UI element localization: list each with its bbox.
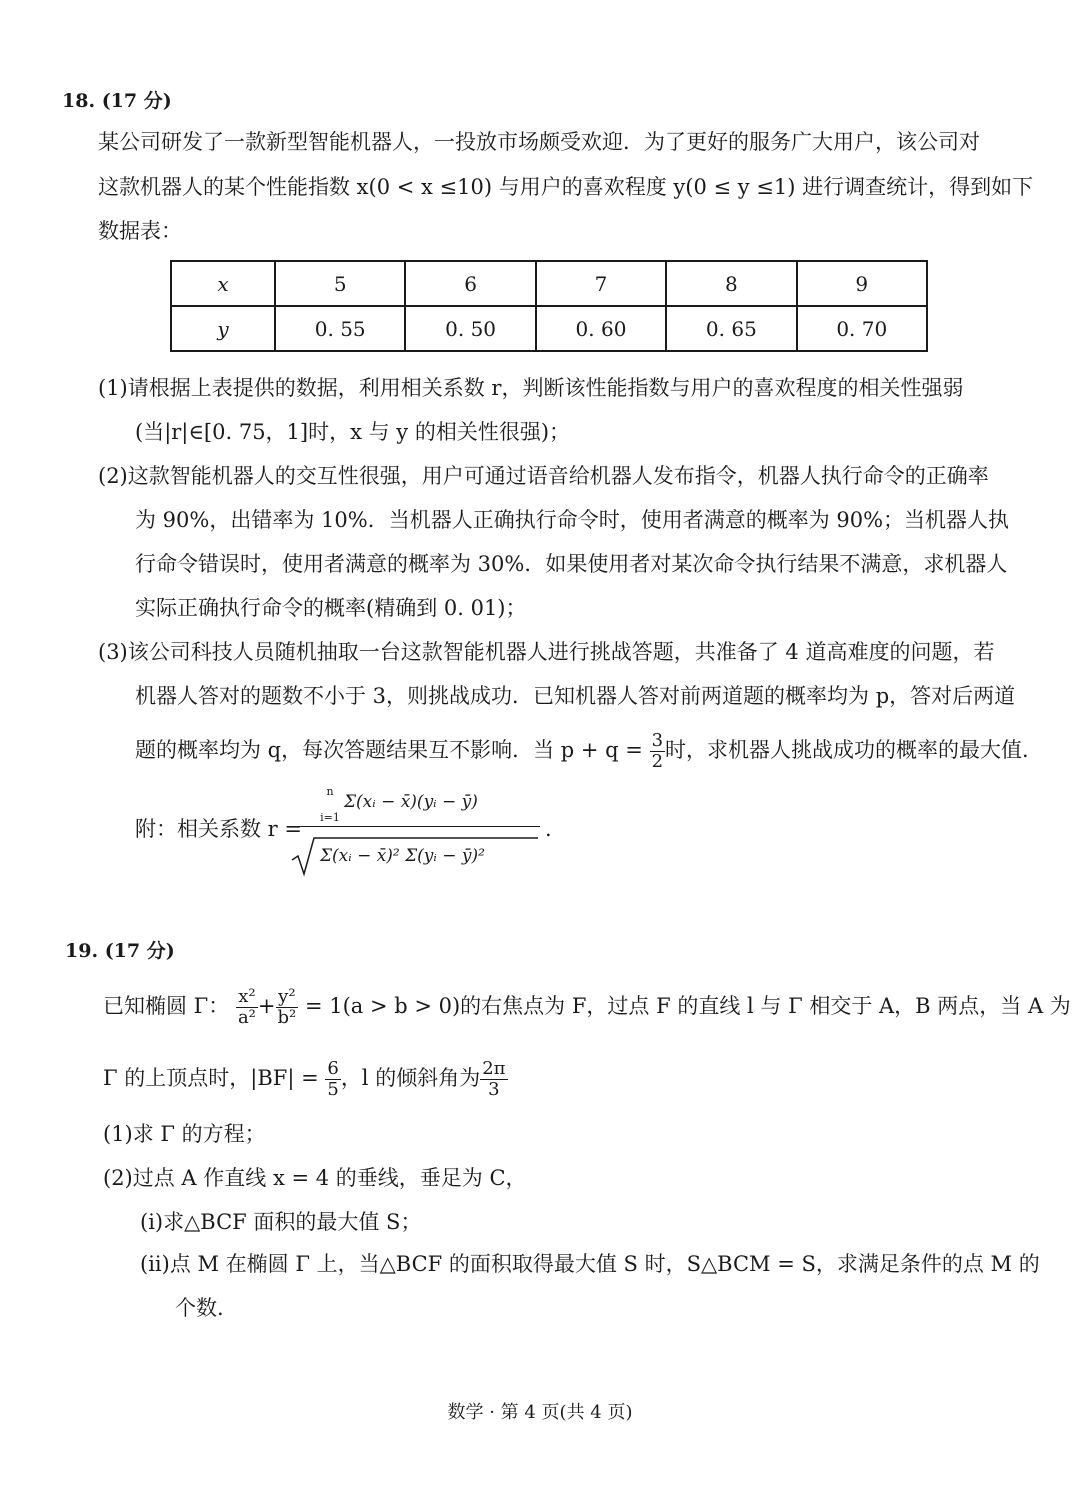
fraction-denominator: 3 <box>488 1079 500 1100</box>
q18-points: (17 分) <box>101 90 172 112</box>
q19-points: (17 分) <box>104 940 175 962</box>
fraction-denominator: 5 <box>327 1079 339 1100</box>
table-cell: 0. 60 <box>536 306 666 351</box>
q18-part3-line2: 机器人答对的题数不小于 3，则挑战成功．已知机器人答对前两道题的概率均为 p，答对后两道 <box>135 684 1016 708</box>
fraction-six-fifths <box>325 1059 340 1100</box>
plus-sign: + <box>257 994 276 1018</box>
q19-line2 <box>103 1050 508 1106</box>
q19-line2-text-b: ，l 的倾斜角为 <box>340 1066 481 1090</box>
fraction-bar <box>290 826 540 827</box>
table-cell: 8 <box>666 261 796 306</box>
q18-part3-text-a: 题的概率均为 q，每次答题结果互不影响．当 p + q = <box>135 738 643 762</box>
fraction-numerator: 2π <box>482 1058 506 1079</box>
page-footer: 数学 · 第 4 页(共 4 页) <box>447 1402 633 1423</box>
table-cell: 0. 55 <box>275 306 405 351</box>
q18-part3-text-b: 时，求机器人挑战成功的概率的最大值． <box>665 738 1044 762</box>
formula-numerator: Σ(xᵢ − x̄)(yᵢ − ȳ) <box>344 792 478 812</box>
q18-part2-line1: (2)这款智能机器人的交互性很强，用户可通过语音给机器人发布指令，机器人执行命令的正确率 <box>98 464 989 488</box>
fraction-numerator: 3 <box>651 730 664 751</box>
fraction-two-pi-thirds <box>480 1059 507 1100</box>
q19-line1-text-a: 已知椭圆 Γ： <box>103 994 230 1018</box>
correlation-formula <box>290 786 540 878</box>
fraction-three-halves <box>650 731 665 772</box>
q18-part2-line2: 为 90%，出错率为 10%．当机器人正确执行命令时，使用者满意的概率为 90%；当机器人执 <box>135 508 1010 532</box>
q19-part2-ii-line1: (ii)点 M 在椭圆 Γ 上，当△BCF 的面积取得最大值 S 时，S△BCM = S，求满足条件的点 M 的 <box>140 1252 1040 1276</box>
q19-line1 <box>103 978 1071 1034</box>
q18-part1-line2: (当|r|∈[0. 75，1]时，x 与 y 的相关性很强)； <box>135 420 571 444</box>
formula-denominator: Σ(xᵢ − x̄)² Σ(yᵢ − ȳ)² <box>320 846 485 866</box>
table-cell: 0. 50 <box>405 306 535 351</box>
q18-part3-line1: (3)该公司科技人员随机抽取一台这款智能机器人进行挑战答题，共准备了 4 道高难度的问题，若 <box>98 640 995 664</box>
q19-part2: (2)过点 A 作直线 x = 4 的垂线，垂足为 C， <box>103 1166 527 1190</box>
sum-upper: n <box>326 785 334 798</box>
q18-intro-line3: 数据表： <box>98 219 182 243</box>
table-cell: 9 <box>797 261 927 306</box>
q18-header <box>62 86 172 113</box>
table-cell: 5 <box>275 261 405 306</box>
table-row-x <box>171 261 927 306</box>
fraction-x-squared <box>236 987 258 1028</box>
q18-part2-line3: 行命令错误时，使用者满意的概率为 30%．如果使用者对某次命令执行结果不满意，求机器人 <box>135 552 1008 576</box>
table-header-x: x <box>171 261 275 306</box>
fraction-denominator: 2 <box>651 751 664 772</box>
table-row-y <box>171 306 927 351</box>
formula-period: . <box>545 817 552 841</box>
q18-data-table <box>170 260 928 352</box>
q19-line2-text-a: Γ 的上顶点时，|BF| = <box>103 1066 319 1090</box>
q18-part1-line1: (1)请根据上表提供的数据，利用相关系数 r，判断该性能指数与用户的喜欢程度的相关性强弱 <box>98 376 964 400</box>
q19-number: 19. <box>65 940 99 962</box>
q18-part2-line4: 实际正确执行命令的概率(精确到 0. 01)； <box>135 596 527 620</box>
q19-part2-i: (i)求△BCF 面积的最大值 S； <box>140 1210 422 1234</box>
table-cell: 6 <box>405 261 535 306</box>
sum-lower: i=1 <box>320 811 340 824</box>
fraction-numerator: 6 <box>327 1058 339 1079</box>
q18-number: 18. <box>62 90 96 112</box>
table-cell: 0. 65 <box>666 306 796 351</box>
table-header-y: y <box>171 306 275 351</box>
fraction-numerator: y² <box>276 987 299 1008</box>
q18-appendix-label: 附：相关系数 r = <box>135 817 302 841</box>
fraction-denominator: b² <box>277 1007 297 1028</box>
q19-header <box>65 936 175 963</box>
fraction-numerator: x² <box>236 987 258 1008</box>
table-cell: 0. 70 <box>797 306 927 351</box>
q18-intro-line2: 这款机器人的某个性能指数 x(0 < x ≤10) 与用户的喜欢程度 y(0 ≤ y ≤1) 进行调查统计，得到如下 <box>98 175 1034 199</box>
q19-part1: (1)求 Γ 的方程； <box>103 1122 266 1146</box>
table-cell: 7 <box>536 261 666 306</box>
fraction-denominator: a² <box>237 1007 256 1028</box>
q18-intro-line1: 某公司研发了一款新型智能机器人，一投放市场颇受欢迎．为了更好的服务广大用户，该公司对 <box>98 130 980 154</box>
q19-line1-text-b: = 1(a > b > 0)的右焦点为 F，过点 F 的直线 l 与 Γ 相交于 A，B 两点，当 A 为 <box>304 994 1071 1018</box>
fraction-y-squared <box>276 987 299 1028</box>
q18-part3-line3 <box>135 724 1043 776</box>
q19-part2-ii-line2: 个数. <box>175 1296 224 1320</box>
